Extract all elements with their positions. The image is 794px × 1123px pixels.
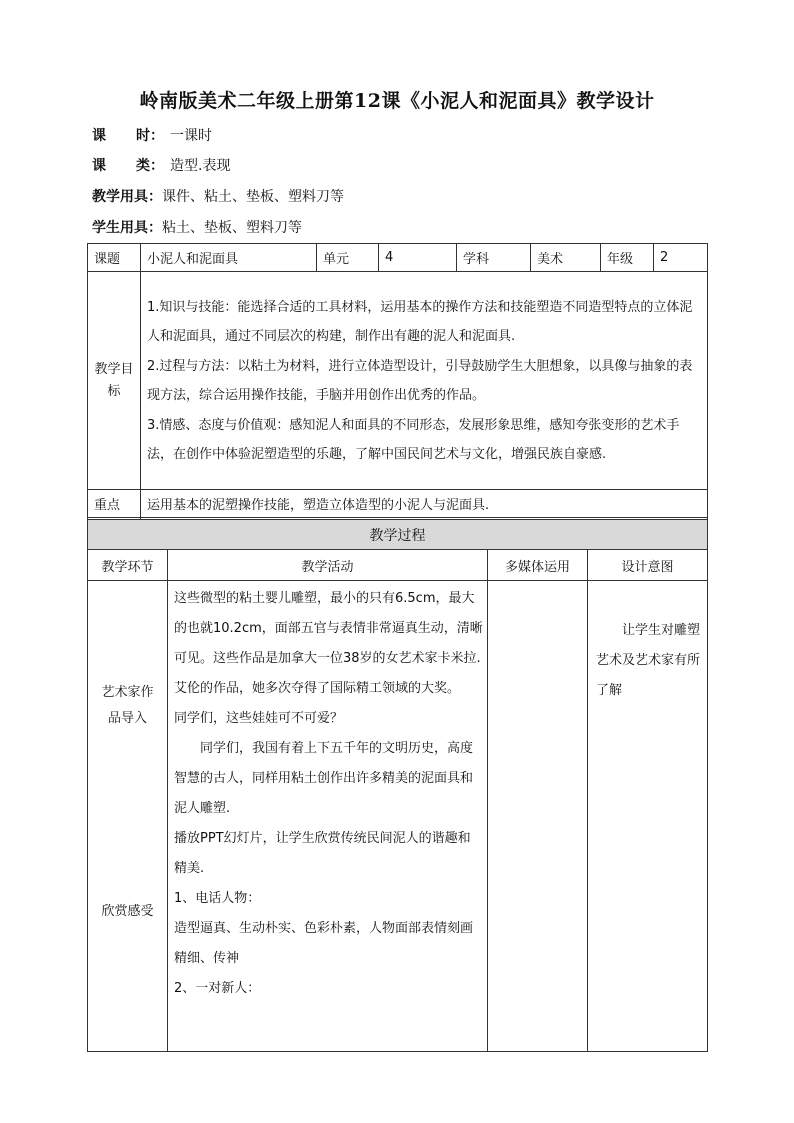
meta-type: 课 类： 造型.表现 bbox=[92, 158, 231, 174]
page-title: 岭南版美术二年级上册第12课《小泥人和泥面具》教学设计 bbox=[139, 90, 655, 112]
process-section-row bbox=[88, 520, 708, 550]
goal-item: 1.知识与技能：能选择合适的工具材料，运用基本的操作方法和技能塑造不同造型特点的立体泥人和泥面具，通过不同层次的构建，制作出有趣的泥人和泥面具. bbox=[147, 299, 693, 344]
intent-cell bbox=[588, 581, 708, 1052]
topic-value: 小泥人和泥面具 bbox=[141, 244, 317, 272]
header-intent: 设计意图 bbox=[588, 550, 708, 581]
meta-student-tools-value: 粘土、垫板、塑料刀等 bbox=[162, 220, 302, 236]
meta-student-tools bbox=[92, 217, 302, 237]
topic-label: 课题 bbox=[88, 244, 141, 272]
meta-student-tools-key: 学生用具： bbox=[92, 220, 162, 236]
stage-cell bbox=[88, 581, 168, 1052]
meta-teacher-tools-value: 课件、粘土、垫板、塑料刀等 bbox=[162, 189, 344, 205]
key-point-row bbox=[88, 490, 708, 518]
key-point-text: 运用基本的泥塑操作技能，塑造立体造型的小泥人与泥面具. bbox=[141, 490, 708, 518]
activity-paragraph: 播放PPT幻灯片，让学生欣赏传统民间泥人的谐趣和精美. bbox=[174, 831, 471, 876]
process-header-row bbox=[88, 550, 708, 581]
unit-value: 4 bbox=[379, 244, 457, 272]
stage-appreciation: 欣赏感受 bbox=[101, 904, 154, 919]
activity-paragraph: 这些微型的粘土婴儿雕塑，最小的只有6.5cm，最大的也就10.2cm，面部五官与表情非常逼真生动，清晰可见。这些作品是加拿大一位38岁的女艺术家卡米拉.艾伦的作品，她多次夺得了国际精工领域的大奖。 bbox=[174, 591, 483, 696]
goals-row bbox=[88, 272, 708, 490]
process-body-row bbox=[88, 581, 708, 1052]
activity-paragraph: 造型逼真、生动朴实、色彩朴素，人物面部表情刻画精细、传神 bbox=[174, 921, 474, 966]
meta-duration: 课 时： 一课时 bbox=[92, 128, 212, 144]
goal-item: 3.情感、态度与价值观：感知泥人和面具的不同形态，发展形象思维，感知夸张变形的艺术手法，在创作中体验泥塑造型的乐趣，了解中国民间艺术与文化，增强民族自豪感. bbox=[147, 417, 680, 462]
process-section-title: 教学过程 bbox=[88, 520, 708, 550]
header-stage: 教学环节 bbox=[88, 550, 168, 581]
subject-value: 美术 bbox=[531, 244, 601, 272]
activity-paragraph: 1、电话人物： bbox=[174, 891, 261, 906]
meta-teacher-tools-key: 教学用具： bbox=[92, 189, 162, 205]
meta-duration-value: 一课时 bbox=[170, 128, 212, 144]
meta-key-1a: 课 bbox=[92, 128, 106, 144]
activity-paragraph: 2、一对新人： bbox=[174, 981, 261, 996]
goals-label: 教学目标 bbox=[88, 272, 141, 490]
info-row bbox=[88, 244, 708, 272]
meta-type-value: 造型.表现 bbox=[170, 158, 231, 174]
goal-item: 2.过程与方法：以粘土为材料，进行立体造型设计，引导鼓励学生大胆想象，以具像与抽象的表现方法，综合运用操作技能，手脑并用创作出优秀的作品。 bbox=[147, 358, 693, 403]
subject-label: 学科 bbox=[457, 244, 531, 272]
meta-teacher-tools bbox=[92, 186, 344, 206]
media-cell bbox=[488, 581, 588, 1052]
key-point-label: 重点 bbox=[88, 490, 141, 518]
grade-value: 2 bbox=[654, 244, 708, 272]
teaching-process-table bbox=[87, 519, 708, 1052]
header-media: 多媒体运用 bbox=[488, 550, 588, 581]
grade-label: 年级 bbox=[601, 244, 654, 272]
activity-paragraph: 同学们，我国有着上下五千年的文明历史，高度智慧的古人，同样用粘土创作出许多精美的泥面具和泥人雕塑. bbox=[174, 741, 474, 816]
stage-intro: 艺术家作品导入 bbox=[101, 685, 154, 726]
lesson-info-table bbox=[87, 243, 708, 546]
goals-content bbox=[141, 272, 708, 490]
meta-key-1b: 时 bbox=[136, 128, 150, 144]
intent-text: 让学生对雕塑艺术及艺术家有所了解 bbox=[596, 623, 701, 698]
activity-cell bbox=[168, 581, 488, 1052]
activity-paragraph: 同学们，这些娃娃可不可爱？ bbox=[174, 711, 344, 726]
unit-label: 单元 bbox=[317, 244, 379, 272]
header-activity: 教学活动 bbox=[168, 550, 488, 581]
